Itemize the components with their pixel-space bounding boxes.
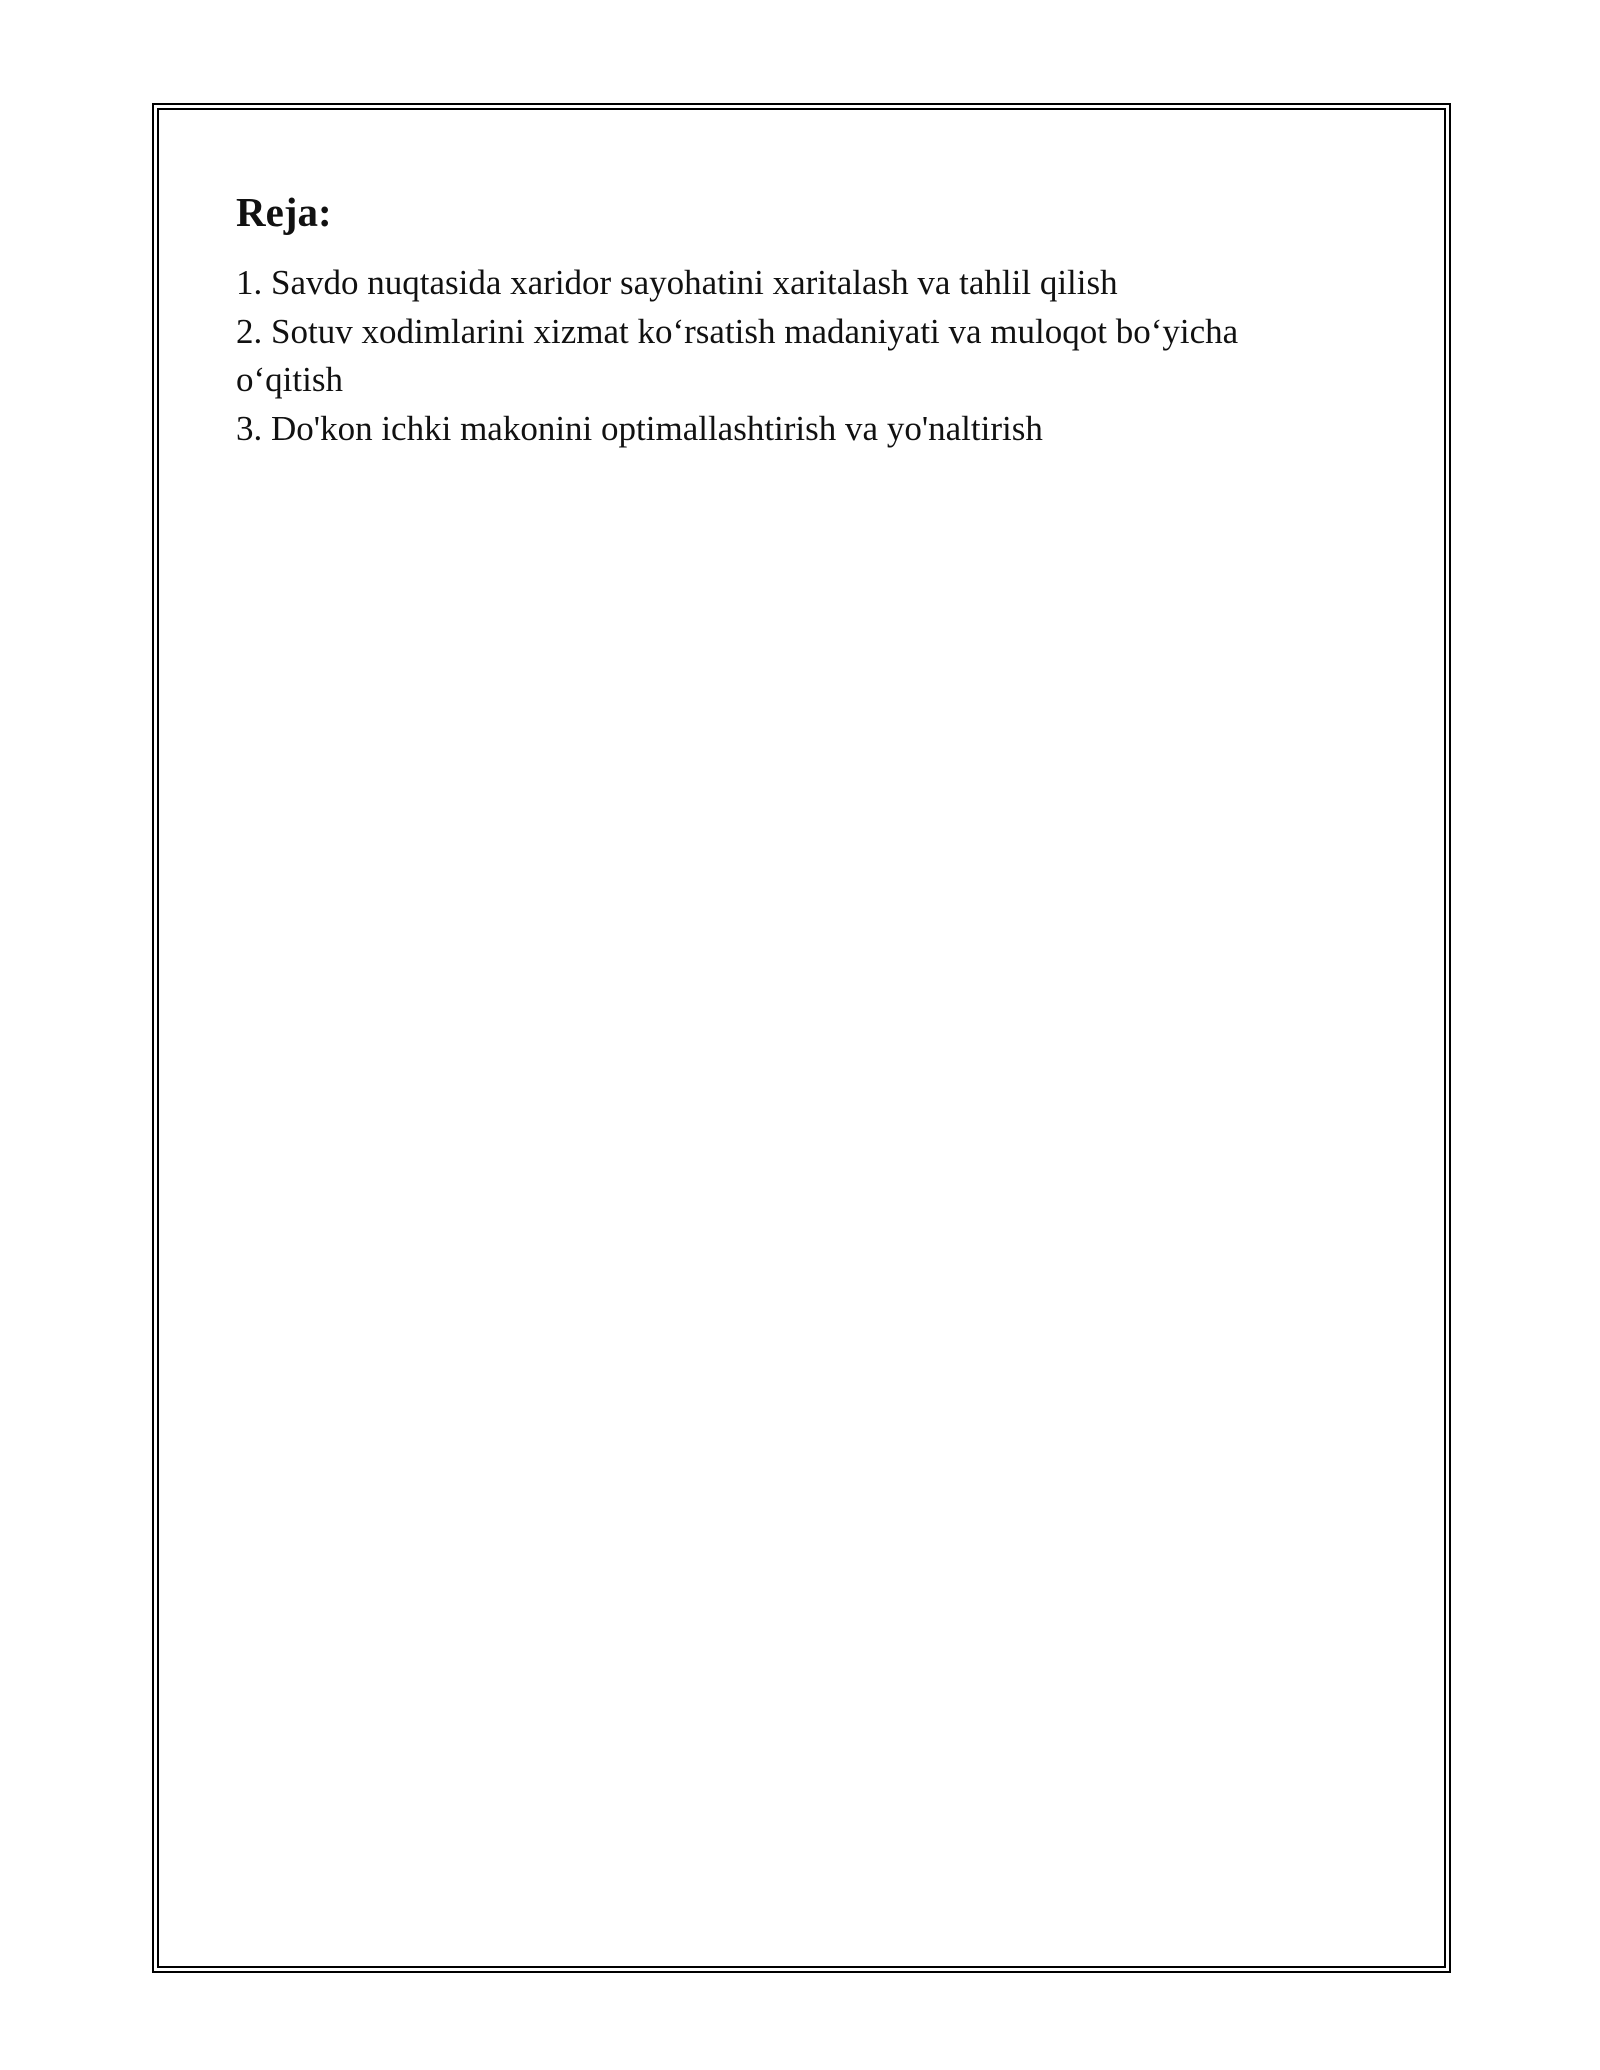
- plan-list: [236, 259, 1336, 453]
- plan-item-3: 3. Do'kon ichki makonini optimallashtirish va yo'naltirish: [236, 408, 1043, 448]
- page-content: [236, 188, 1336, 453]
- plan-item-2: 2. Sotuv xodimlarini xizmat ko‘rsatish madaniyati va muloqot bo‘yicha o‘qitish: [236, 311, 1239, 399]
- page-title: Reja:: [236, 189, 332, 235]
- plan-item-1: 1. Savdo nuqtasida xaridor sayohatini xaritalash va tahlil qilish: [236, 263, 1118, 302]
